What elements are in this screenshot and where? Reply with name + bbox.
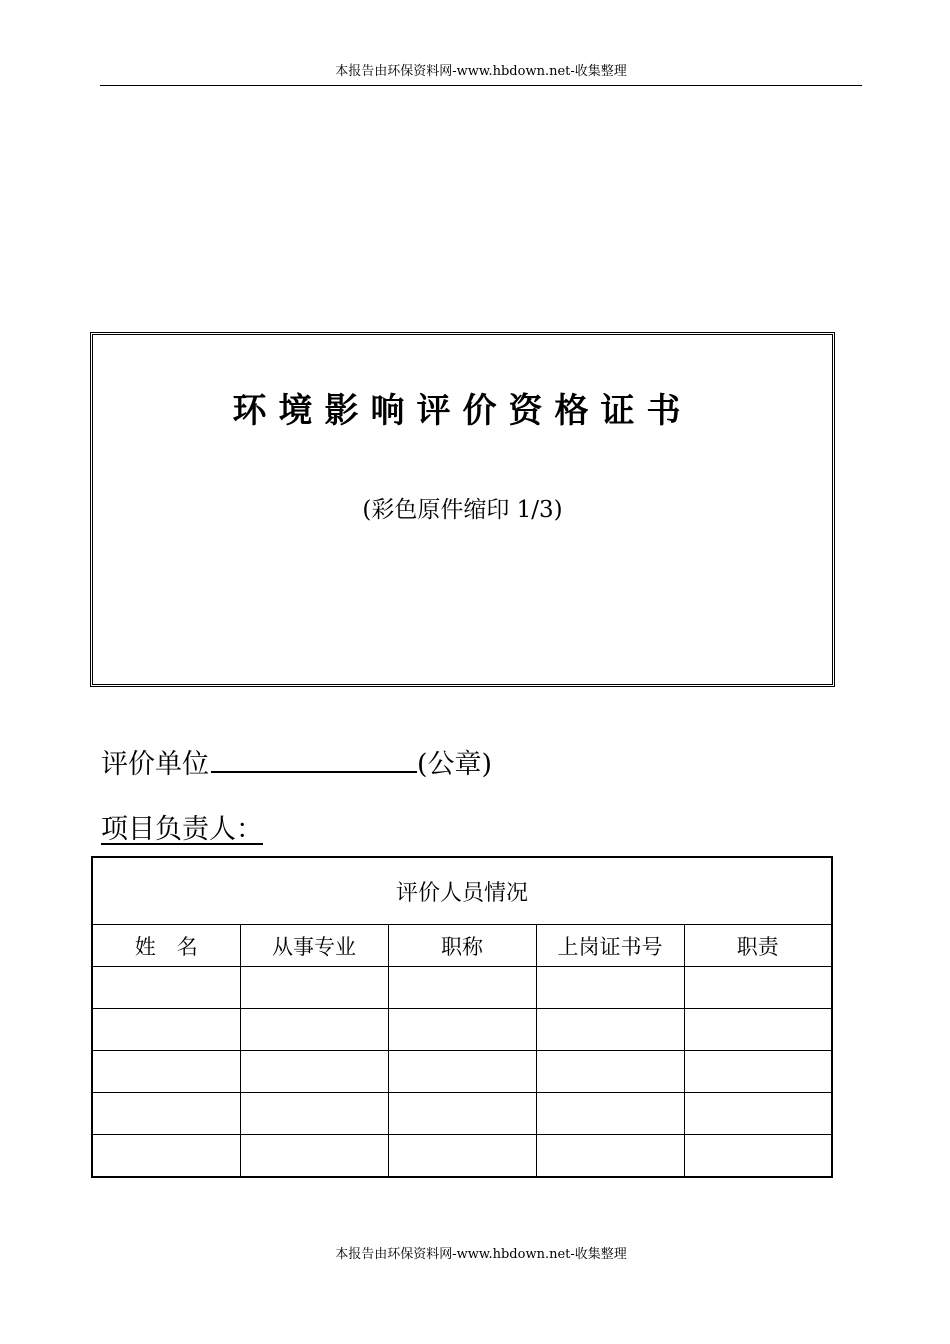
table-cell — [240, 967, 388, 1009]
table-cell — [388, 967, 536, 1009]
project-leader-label: 项目负责人： — [101, 814, 263, 845]
column-header-title: 职称 — [388, 925, 536, 967]
table-row — [92, 1093, 832, 1135]
table-cell — [684, 967, 832, 1009]
table-cell — [536, 1093, 684, 1135]
table-cell — [388, 1009, 536, 1051]
staff-table — [91, 856, 833, 1178]
staff-table-caption-row — [92, 857, 832, 925]
table-cell — [536, 1051, 684, 1093]
table-row — [92, 1051, 832, 1093]
table-cell — [92, 1009, 240, 1051]
column-header-duty: 职责 — [684, 925, 832, 967]
column-header-certificate-no: 上岗证书号 — [536, 925, 684, 967]
table-cell — [388, 1093, 536, 1135]
table-cell — [240, 1051, 388, 1093]
evaluation-unit-line — [101, 744, 492, 783]
certificate-box — [90, 332, 835, 687]
table-cell — [536, 967, 684, 1009]
evaluation-unit-label: 评价单位 — [101, 749, 209, 780]
evaluation-unit-seal: (公章) — [417, 749, 493, 780]
table-cell — [536, 1135, 684, 1178]
table-cell — [92, 1135, 240, 1178]
column-header-specialty: 从事专业 — [240, 925, 388, 967]
table-cell — [240, 1009, 388, 1051]
header-divider — [100, 85, 862, 86]
staff-table-header-row — [92, 925, 832, 967]
table-cell — [684, 1093, 832, 1135]
table-cell — [684, 1009, 832, 1051]
table-cell — [92, 967, 240, 1009]
table-cell — [536, 1009, 684, 1051]
page-header: 本报告由环保资料网-www.hbdown.net-收集整理 — [335, 64, 627, 79]
evaluation-unit-blank — [211, 744, 417, 773]
table-cell — [240, 1093, 388, 1135]
table-cell — [684, 1135, 832, 1178]
table-cell — [92, 1051, 240, 1093]
table-row — [92, 1009, 832, 1051]
page-footer: 本报告由环保资料网-www.hbdown.net-收集整理 — [335, 1247, 627, 1262]
table-cell — [684, 1051, 832, 1093]
staff-table-caption: 评价人员情况 — [92, 857, 832, 925]
certificate-note: (彩色原件缩印 1/3) — [362, 497, 563, 523]
column-header-name: 姓 名 — [92, 925, 240, 967]
table-row — [92, 1135, 832, 1178]
table-cell — [388, 1051, 536, 1093]
table-cell — [240, 1135, 388, 1178]
table-cell — [92, 1093, 240, 1135]
table-cell — [388, 1135, 536, 1178]
table-row — [92, 967, 832, 1009]
certificate-title: 环境影响评价资格证书 — [232, 391, 693, 431]
